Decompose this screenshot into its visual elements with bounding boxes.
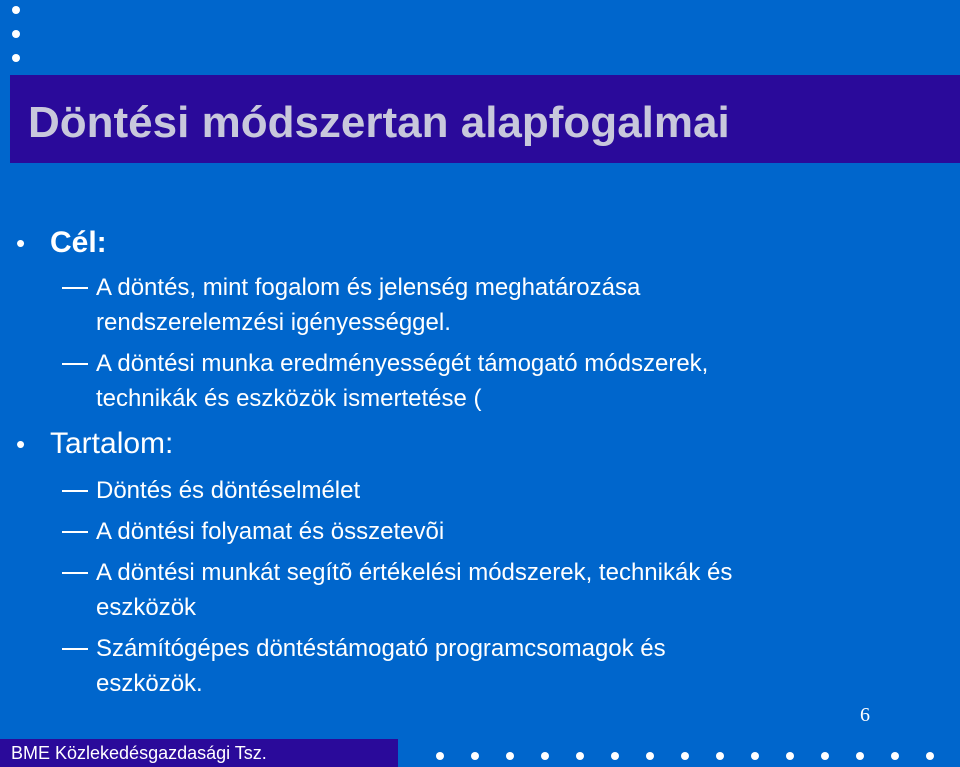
list-item-continuation: technikák és eszközök ismertetése ( [96, 385, 482, 412]
dash [62, 363, 88, 365]
list-item-continuation: eszközök. [96, 670, 203, 697]
dash [62, 572, 88, 574]
decorative-dot [821, 752, 829, 760]
decorative-dot [611, 752, 619, 760]
decorative-dot [646, 752, 654, 760]
list-item: A döntési munka eredményességét támogató módszerek, [96, 350, 709, 377]
list-item: A döntési folyamat és összetevõi [96, 518, 445, 545]
dash [62, 648, 88, 650]
dash [62, 531, 88, 533]
dash [62, 490, 88, 492]
section-heading-content: Tartalom: [50, 427, 174, 460]
list-item: Döntés és döntéselmélet [96, 477, 361, 504]
list-item-continuation: rendszerelemzési igényességgel. [96, 309, 451, 336]
decorative-dot [786, 752, 794, 760]
list-item: A döntés, mint fogalom és jelenség meghatározása [96, 274, 641, 301]
bullet: • [16, 228, 26, 258]
page-number: 6 [860, 704, 870, 726]
decorative-dot [751, 752, 759, 760]
decorative-dot [436, 752, 444, 760]
section-heading-goal: Cél: [50, 226, 107, 259]
decorative-dot [891, 752, 899, 760]
decorative-dot [12, 30, 20, 38]
decorative-dot [576, 752, 584, 760]
list-item: Számítógépes döntéstámogató programcsomagok és [96, 635, 666, 662]
decorative-dot [541, 752, 549, 760]
decorative-dot [681, 752, 689, 760]
footer-text: BME Közlekedésgazdasági Tsz. [11, 743, 267, 763]
dash [62, 287, 88, 289]
page-title: Döntési módszertan alapfogalmai [28, 98, 730, 147]
decorative-dot [716, 752, 724, 760]
list-item: A döntési munkát segítõ értékelési módszerek, technikák és [96, 559, 733, 586]
decorative-dot [12, 54, 20, 62]
list-item-continuation: eszközök [96, 594, 197, 621]
decorative-dot [856, 752, 864, 760]
decorative-dot [471, 752, 479, 760]
decorative-dot [12, 6, 20, 14]
decorative-dot [926, 752, 934, 760]
decorative-dot [506, 752, 514, 760]
bullet: • [16, 429, 26, 459]
